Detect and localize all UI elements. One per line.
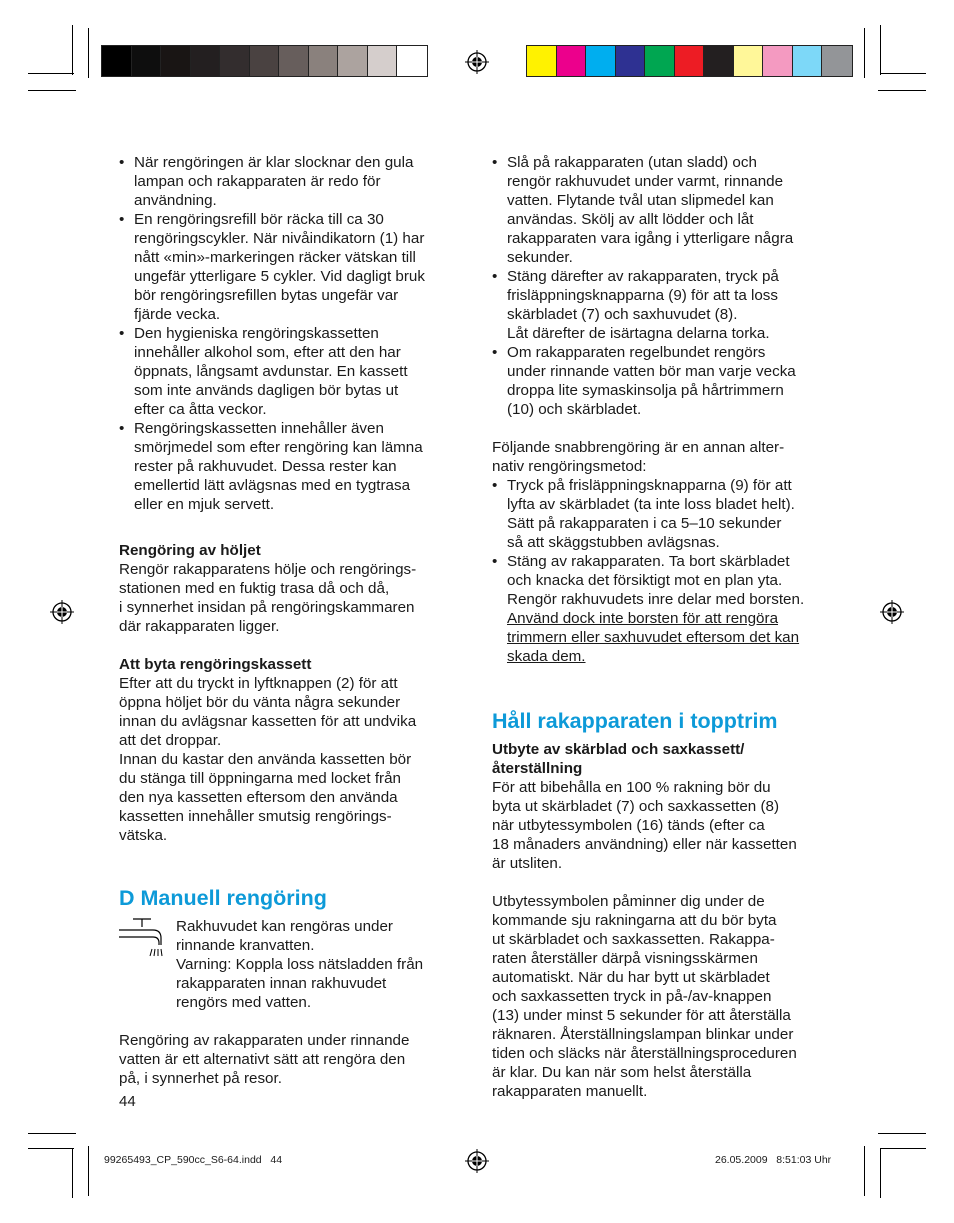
text-line: • Om rakapparaten regelbundet rengörs	[507, 344, 766, 361]
text-line: vatten är ett alternativt sätt att rengöra den	[119, 1051, 406, 1068]
color-swatch	[338, 46, 368, 76]
text-line: (13) under minst 5 sekunder för att återställa	[492, 1007, 791, 1024]
right-column	[492, 153, 852, 1101]
color-swatch	[132, 46, 162, 76]
text-line: • Den hygieniska rengöringskassetten	[134, 325, 379, 342]
text-line: lampan och rakapparaten är redo för	[134, 173, 381, 190]
text-line: vätska.	[119, 827, 168, 844]
text-line: byta ut skärbladet (7) och saxkassetten (8)	[492, 798, 780, 815]
text-line: rengöringscykler. När nivåindikatorn (1) har	[134, 230, 425, 247]
text-line: rinnande kranvatten.	[176, 937, 315, 954]
text-line: fjärde vecka.	[134, 306, 221, 323]
text-line: För att bibehålla en 100 % rakning bör du	[492, 779, 771, 796]
text-line: droppa lite symaskinsolja på hårtrimmern	[507, 382, 784, 399]
registration-mark-icon	[465, 50, 489, 74]
text-line: på, i synnerhet på resor.	[119, 1070, 282, 1087]
color-swatch	[616, 46, 646, 76]
color-swatch	[220, 46, 250, 76]
text-line: där rakapparaten ligger.	[119, 618, 280, 635]
registration-mark-icon	[50, 600, 74, 624]
text-line: vatten. Flytande tvål utan slipmedel kan	[507, 192, 774, 209]
text-line: Sätt på rakapparaten i ca 5–10 sekunder	[507, 515, 782, 532]
color-swatch	[704, 46, 734, 76]
color-swatch-bar	[526, 45, 853, 77]
text-line: frisläppningsknapparna (9) för att ta loss	[507, 287, 778, 304]
text-line: nativ rengöringsmetod:	[492, 458, 647, 475]
text-line: Rengöring av rakapparaten under rinnande	[119, 1032, 410, 1049]
text-line: eller en mjuk servett.	[134, 496, 275, 513]
list-item	[492, 153, 852, 267]
text-line: under rinnande vatten bör man varje vecka	[507, 363, 796, 380]
text-line: kommande sju rakningarna att du bör byta	[492, 912, 777, 929]
replacement-heading	[492, 740, 852, 778]
list-item	[119, 153, 469, 210]
text-line: Rakhuvudet kan rengöras under	[176, 918, 393, 935]
list-item	[492, 267, 852, 343]
text-line: är utsliten.	[492, 855, 563, 872]
left-column	[119, 153, 469, 1088]
color-swatch	[763, 46, 793, 76]
color-swatch	[191, 46, 221, 76]
text-line: • Rengöringskassetten innehåller även	[134, 420, 384, 437]
text-line: trimmern eller saxhuvudet eftersom det kan	[507, 629, 800, 646]
text-line: Följande snabbrengöring är en annan alter-	[492, 439, 785, 456]
registration-mark-icon	[880, 600, 904, 624]
text-line: ungefär ytterligare 5 cykler. Vid dagligt bruk	[134, 268, 425, 285]
text-line: sekunder.	[507, 249, 573, 266]
color-swatch	[102, 46, 132, 76]
text-line: Varning: Koppla loss nätsladden från	[176, 956, 424, 973]
text-line: räknaren. Återställningslampan blinkar under	[492, 1026, 794, 1043]
color-swatch	[586, 46, 616, 76]
text-line: i synnerhet insidan på rengöringskammaren	[119, 599, 415, 616]
text-line: rengörs med vatten.	[176, 994, 312, 1011]
list-item	[492, 552, 852, 666]
color-swatch	[822, 46, 852, 76]
faucet-icon	[119, 917, 165, 957]
text-line: (10) och skärbladet.	[507, 401, 642, 418]
text-line: Innan du kastar den använda kassetten bör	[119, 751, 412, 768]
text-line: • Tryck på frisläppningsknapparna (9) för att	[507, 477, 792, 494]
text-line: nått «min»-markeringen räcker vätskan till	[134, 249, 416, 266]
text-line: emellertid lätt avlägsnas med en tygtrasa	[134, 477, 411, 494]
list-item	[119, 419, 469, 514]
text-line: • En rengöringsrefill bör räcka till ca 30	[134, 211, 384, 228]
text-line: efter ca åtta veckor.	[134, 401, 267, 418]
cartridge-heading: Att byta rengöringskassett	[119, 656, 312, 673]
text-line: raten återställer därpå visningsskärmen	[492, 950, 758, 967]
manual-cleaning-text	[119, 1031, 469, 1088]
replacement-text	[492, 778, 852, 873]
text-line: Låt därefter de isärtagna delarna torka.	[507, 325, 770, 342]
color-swatch	[250, 46, 280, 76]
text-line: automatiskt. När du har bytt ut skärbladet	[492, 969, 770, 986]
color-swatch	[675, 46, 705, 76]
text-line: användas. Skölj av allt lödder och låt	[507, 211, 754, 228]
text-line: som inte används dagligen bör bytas ut	[134, 382, 399, 399]
color-swatch	[557, 46, 587, 76]
text-line: när utbytessymbolen (16) tänds (efter ca	[492, 817, 765, 834]
list-item	[492, 476, 852, 552]
color-swatch	[279, 46, 309, 76]
text-line: Utbytessymbolen påminner dig under de	[492, 893, 765, 910]
text-line: stationen med en fuktig trasa då och då,	[119, 580, 390, 597]
grayscale-swatch-bar	[101, 45, 428, 77]
text-line: rakapparaten innan rakhuvudet	[176, 975, 387, 992]
manual-icon-text	[176, 917, 469, 1012]
rinse-steps-list	[492, 153, 852, 419]
text-line: du stänga till öppningarna med locket från	[119, 770, 401, 787]
color-swatch	[527, 46, 557, 76]
text-line: • Stäng därefter av rakapparaten, tryck på	[507, 268, 779, 285]
quick-clean-list	[492, 476, 852, 666]
text-line: skärbladet (7) och saxhuvudet (8).	[507, 306, 738, 323]
text-line: rester på rakhuvudet. Dessa rester kan	[134, 458, 397, 475]
housing-heading: Rengöring av höljet	[119, 542, 261, 559]
text-line: • När rengöringen är klar slocknar den gula	[134, 154, 414, 171]
text-line: att det droppar.	[119, 732, 222, 749]
color-swatch	[793, 46, 823, 76]
text-line: innehåller alkohol som, efter att den har	[134, 344, 401, 361]
topptrim-heading: Håll rakapparaten i topptrim	[492, 709, 778, 733]
reset-text	[492, 892, 852, 1101]
footer-file-info: 99265493_CP_590cc_S6-64.indd 44	[104, 1154, 283, 1166]
registration-mark-icon	[465, 1149, 489, 1173]
text-line: rakapparaten vara igång i ytterligare några	[507, 230, 794, 247]
text-line: Använd dock inte borsten för att rengöra	[507, 610, 779, 627]
text-line: bör rengöringsrefillen bytas ungefär var	[134, 287, 399, 304]
text-line: • Stäng av rakapparaten. Ta bort skärbladet	[507, 553, 790, 570]
text-line: återställning	[492, 760, 583, 777]
color-swatch	[734, 46, 764, 76]
manual-cleaning-heading: D Manuell rengöring	[119, 886, 327, 910]
text-line: rakapparaten manuellt.	[492, 1083, 648, 1100]
text-line: 18 månaders användning) eller när kassetten	[492, 836, 797, 853]
color-swatch	[397, 46, 427, 76]
text-line: Utbyte av skärblad och saxkassett/	[492, 741, 745, 758]
text-line: rengör rakhuvudet under varmt, rinnande	[507, 173, 784, 190]
text-line: kassetten innehåller smutsig rengörings-	[119, 808, 392, 825]
text-line: öppna höljet bör du vänta några sekunder	[119, 694, 401, 711]
text-line: smörjmedel som efter rengöring kan lämna	[134, 439, 423, 456]
text-line: innan du avlägsnar kassetten för att undvika	[119, 713, 417, 730]
text-line: Rengör rakhuvudets inre delar med borsten.	[507, 591, 805, 608]
text-line: Rengör rakapparatens hölje och rengörings-	[119, 561, 417, 578]
text-line: så att skäggstubben avlägsnas.	[507, 534, 720, 551]
footer-timestamp: 26.05.2009 8:51:03 Uhr	[715, 1154, 832, 1166]
color-swatch	[645, 46, 675, 76]
list-item	[492, 343, 852, 419]
text-line: användning.	[134, 192, 217, 209]
quick-clean-intro	[492, 438, 852, 476]
page-number: 44	[119, 1093, 136, 1110]
text-line: Efter att du tryckt in lyftknappen (2) för att	[119, 675, 398, 692]
cleaning-notes-list	[119, 153, 469, 514]
text-line: är klar. Du kan när som helst återställa	[492, 1064, 752, 1081]
text-line: och knacka det försiktigt mot en plan yta.	[507, 572, 783, 589]
housing-text	[119, 560, 469, 636]
text-line: den nya kassetten eftersom den använda	[119, 789, 398, 806]
text-line: öppnats, långsamt avdunstar. En kassett	[134, 363, 408, 380]
text-line: skada dem.	[507, 648, 586, 665]
list-item	[119, 210, 469, 324]
text-line: och saxkassetten tryck in på-/av-knappen	[492, 988, 772, 1005]
color-swatch	[309, 46, 339, 76]
text-line: tiden och släcks när återställningsproceduren	[492, 1045, 797, 1062]
text-line: • Slå på rakapparaten (utan sladd) och	[507, 154, 757, 171]
text-line: ut skärbladet och saxkassetten. Rakappa-	[492, 931, 775, 948]
list-item	[119, 324, 469, 419]
brush-warning	[507, 609, 852, 666]
color-swatch	[161, 46, 191, 76]
text-line: lyfta av skärbladet (ta inte loss bladet helt).	[507, 496, 795, 513]
cartridge-text	[119, 674, 469, 845]
color-swatch	[368, 46, 398, 76]
